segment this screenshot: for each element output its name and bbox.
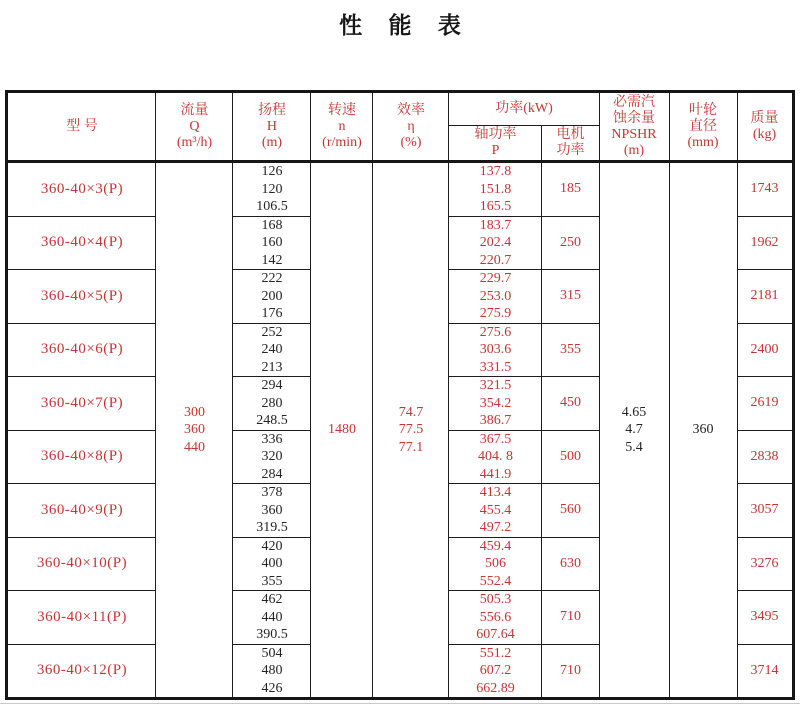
shaft-power-value: 455.4 [479, 502, 512, 518]
performance-table [5, 90, 794, 700]
head-cell [233, 162, 311, 217]
shaft-power-value: 404. 8 [477, 449, 513, 464]
head-value: 462 [261, 592, 283, 607]
npshr-value: 4.7 [625, 422, 643, 438]
model-cell: 360-40×4(P) [7, 216, 156, 270]
shaft-power-value: 497.2 [479, 520, 512, 535]
head-cell [233, 270, 311, 324]
impeller-value: 360 [692, 422, 714, 438]
model-cell: 360-40×12(P) [7, 644, 156, 699]
header-npshr [599, 92, 669, 162]
impeller-merged-cell [669, 162, 737, 699]
header-line: 流量 [180, 102, 209, 118]
head-value: 480 [261, 663, 283, 678]
flow-value: 300 [183, 404, 205, 420]
shaft-power-value: 556.6 [479, 609, 512, 625]
header-line: (mm) [687, 134, 719, 150]
motor-power-cell: 710 [542, 591, 599, 645]
npshr-merged-cell [599, 162, 669, 699]
header-model: 型 号 [7, 92, 156, 162]
header-line: 转速 [327, 102, 356, 118]
head-value: 440 [261, 609, 283, 625]
shaft-power-value: 367.5 [479, 431, 512, 447]
shaft-power-cell [449, 162, 542, 217]
header-line: 必需汽 [613, 94, 655, 110]
head-value: 248.5 [256, 413, 288, 428]
shaft-power-value: 441.9 [479, 466, 512, 482]
header-line: n [338, 118, 346, 134]
header-line: (r/min) [322, 134, 362, 150]
head-cell [233, 323, 311, 377]
head-value: 176 [261, 306, 283, 321]
shaft-power-value: 551.2 [479, 645, 512, 661]
shaft-power-value: 303.6 [479, 342, 512, 357]
flow-value: 360 [183, 422, 205, 438]
head-value: 240 [261, 342, 283, 357]
head-value: 355 [261, 573, 283, 589]
npshr-value: 4.65 [621, 404, 647, 420]
model-cell: 360-40×11(P) [7, 591, 156, 645]
head-value: 400 [261, 556, 283, 571]
header-line: 电机 [556, 127, 585, 142]
motor-power-cell: 560 [542, 484, 599, 538]
model-cell: 360-40×7(P) [7, 377, 156, 431]
flow-merged-cell [156, 162, 233, 699]
header-line: 轴功率 [474, 127, 517, 142]
efficiency-value: 74.7 [398, 404, 424, 420]
header-line: 功率 [556, 143, 585, 158]
shaft-power-value: 459.4 [479, 538, 512, 554]
shaft-power-value: 275.9 [479, 306, 512, 321]
head-value: 142 [261, 252, 283, 268]
speed-merged-cell [311, 162, 373, 699]
shaft-power-cell [449, 430, 542, 484]
mass-cell: 1962 [737, 216, 793, 270]
shaft-power-value: 354.2 [479, 395, 512, 411]
shaft-power-value: 413.4 [479, 485, 512, 500]
header-power-group: 功率(kW) [449, 92, 599, 126]
motor-power-cell: 355 [542, 323, 599, 377]
head-value: 126 [261, 164, 283, 179]
shaft-power-cell [449, 270, 542, 324]
model-cell: 360-40×10(P) [7, 537, 156, 591]
shaft-power-cell [449, 484, 542, 538]
model-cell: 360-40×5(P) [7, 270, 156, 324]
shaft-power-value: 607.64 [476, 627, 515, 642]
head-value: 504 [261, 645, 283, 661]
header-line: 扬程 [257, 102, 286, 118]
head-value: 420 [261, 538, 283, 554]
header-motor-power [542, 126, 599, 162]
header-line: 蚀余量 [613, 110, 655, 126]
motor-power-cell: 710 [542, 644, 599, 699]
header-impeller [669, 92, 737, 162]
shaft-power-value: 137.8 [479, 164, 512, 179]
shaft-power-value: 165.5 [479, 199, 512, 214]
mass-cell: 2181 [737, 270, 793, 324]
motor-power-cell: 250 [542, 216, 599, 270]
head-value: 160 [261, 235, 283, 250]
header-head [233, 92, 311, 162]
page-edge-line [0, 703, 800, 704]
head-value: 294 [261, 378, 283, 393]
model-cell: 360-40×3(P) [7, 162, 156, 217]
shaft-power-value: 229.7 [479, 271, 512, 286]
shaft-power-value: 321.5 [479, 378, 512, 393]
head-value: 360 [261, 502, 283, 518]
shaft-power-value: 552.4 [479, 573, 512, 589]
header-flow [156, 92, 233, 162]
mass-cell: 1743 [737, 162, 793, 217]
header-line: 直径 [689, 118, 717, 134]
shaft-power-value: 331.5 [479, 359, 512, 375]
shaft-power-cell [449, 644, 542, 699]
head-value: 378 [261, 485, 283, 500]
speed-value: 1480 [327, 422, 356, 438]
head-value: 252 [261, 324, 283, 340]
efficiency-value: 77.1 [398, 439, 424, 455]
page-title: 性 能 表 [339, 12, 471, 38]
head-cell [233, 216, 311, 270]
header-line: 质量 [750, 110, 779, 126]
head-value: 320 [261, 449, 283, 464]
mass-cell: 2619 [737, 377, 793, 431]
head-cell [233, 537, 311, 591]
mass-cell: 3495 [737, 591, 793, 645]
head-value: 319.5 [256, 520, 288, 535]
shaft-power-value: 151.8 [479, 181, 512, 197]
shaft-power-value: 202.4 [479, 235, 512, 250]
header-line: 叶轮 [689, 102, 717, 118]
header-line: (m) [623, 142, 645, 158]
header-line: (%) [400, 134, 422, 150]
header-line: (m) [261, 134, 283, 150]
head-cell [233, 644, 311, 699]
head-cell [233, 377, 311, 431]
head-cell [233, 484, 311, 538]
header-efficiency [373, 92, 449, 162]
motor-power-cell: 315 [542, 270, 599, 324]
head-value: 280 [261, 395, 283, 411]
header-line: 效率 [396, 102, 425, 118]
header-shaft-power [449, 126, 542, 162]
head-value: 213 [261, 359, 283, 375]
table-row [7, 162, 793, 217]
shaft-power-value: 253.0 [479, 288, 512, 304]
header-line: NPSHR [611, 126, 657, 142]
efficiency-merged-cell [373, 162, 449, 699]
header-line: P [491, 143, 500, 158]
mass-cell: 3057 [737, 484, 793, 538]
header-line: (kg) [752, 126, 777, 142]
head-cell [233, 430, 311, 484]
head-value: 120 [261, 181, 283, 197]
head-value: 336 [261, 431, 283, 447]
head-value: 106.5 [256, 199, 288, 214]
head-cell [233, 591, 311, 645]
shaft-power-value: 220.7 [479, 252, 512, 268]
mass-cell: 3714 [737, 644, 793, 699]
shaft-power-cell [449, 591, 542, 645]
shaft-power-cell [449, 377, 542, 431]
header-line: η [407, 118, 415, 134]
mass-cell: 2838 [737, 430, 793, 484]
head-value: 390.5 [256, 627, 288, 642]
motor-power-cell: 185 [542, 162, 599, 217]
shaft-power-value: 275.6 [479, 324, 512, 340]
shaft-power-cell [449, 216, 542, 270]
head-value: 200 [261, 288, 283, 304]
motor-power-cell: 630 [542, 537, 599, 591]
header-speed [311, 92, 373, 162]
header-line: (m³/h) [176, 134, 213, 150]
shaft-power-value: 506 [484, 556, 506, 571]
shaft-power-value: 386.7 [479, 413, 512, 428]
model-cell: 360-40×9(P) [7, 484, 156, 538]
model-cell: 360-40×8(P) [7, 430, 156, 484]
mass-cell: 3276 [737, 537, 793, 591]
shaft-power-value: 662.89 [476, 680, 515, 696]
model-cell: 360-40×6(P) [7, 323, 156, 377]
head-value: 284 [261, 466, 283, 482]
shaft-power-cell [449, 323, 542, 377]
motor-power-cell: 450 [542, 377, 599, 431]
efficiency-value: 77.5 [398, 422, 424, 438]
header-line: Q [189, 118, 200, 134]
head-value: 168 [261, 217, 283, 233]
head-value: 426 [261, 680, 283, 696]
head-value: 222 [261, 271, 283, 286]
shaft-power-value: 505.3 [479, 592, 512, 607]
flow-value: 440 [183, 439, 205, 455]
header-mass [737, 92, 793, 162]
motor-power-cell: 500 [542, 430, 599, 484]
shaft-power-value: 183.7 [479, 217, 512, 233]
mass-cell: 2400 [737, 323, 793, 377]
npshr-value: 5.4 [625, 439, 643, 455]
header-line: H [266, 118, 278, 134]
shaft-power-cell [449, 537, 542, 591]
shaft-power-value: 607.2 [479, 663, 512, 678]
